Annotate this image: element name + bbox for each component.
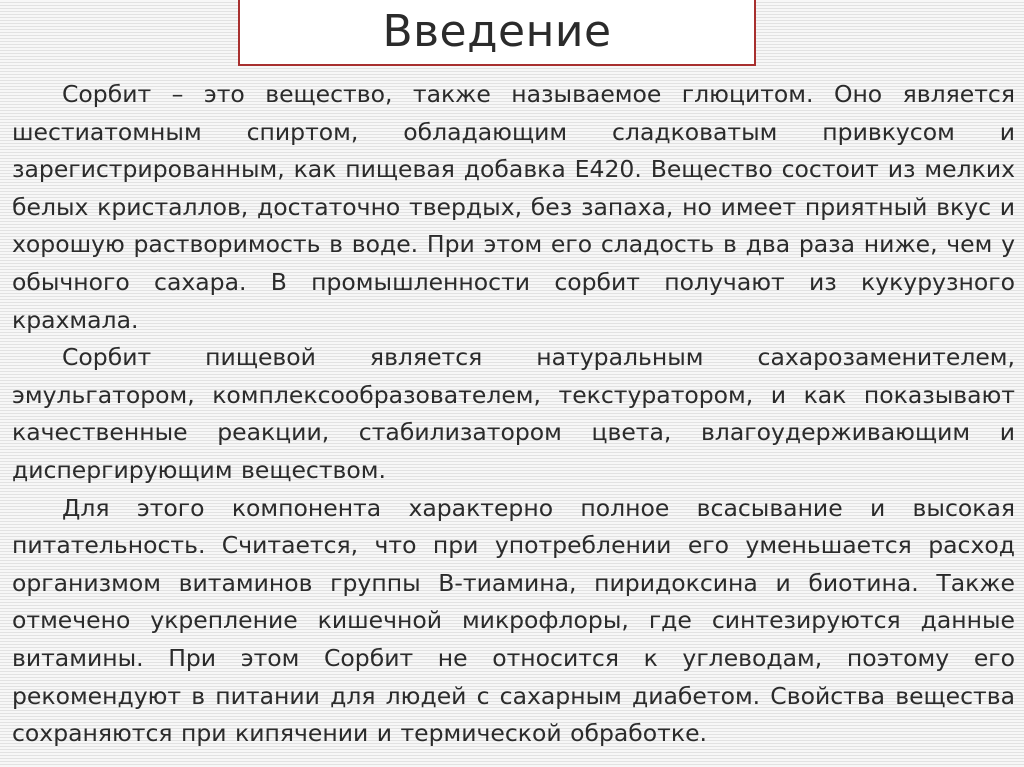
slide-title: Введение <box>382 5 612 57</box>
title-box <box>238 0 756 66</box>
paragraph-1: Сорбит – это вещество, также называемое глюцитом. Оно является шестиатомным спиртом, обладающим сладковатым привкусом и зарегистрированным, как пищевая добавка Е420. Вещество состоит из мелких белых кристаллов, достаточно твердых, без запаха, но имеет приятный вкус и хорошую растворимость в воде. При этом его сладость в два раза ниже, чем у обычного сахара. В промышленности сорбит получают из кукурузного крахмала. <box>12 80 1015 334</box>
paragraph-3: Для этого компонента характерно полное всасывание и высокая питательность. Считается, что при употреблении его уменьшается расход организмом витаминов группы В-тиамина, пиридоксина и биотина. Также отмечено укрепление кишечной микрофлоры, где синтезируются данные витамины. При этом Сорбит не относится к углеводам, поэтому его рекомендуют в питании для людей с сахарным диабетом. Свойства вещества сохраняются при кипячении и термической обработке. <box>12 493 1015 748</box>
paragraph-2: Сорбит пищевой является натуральным сахарозаменителем, эмульгатором, комплексообразователем, текстуратором, и как показывают качественные реакции, стабилизатором цвета, влагоудерживающим и диспергирующим веществом. <box>12 343 1015 484</box>
slide-body <box>12 76 1015 753</box>
